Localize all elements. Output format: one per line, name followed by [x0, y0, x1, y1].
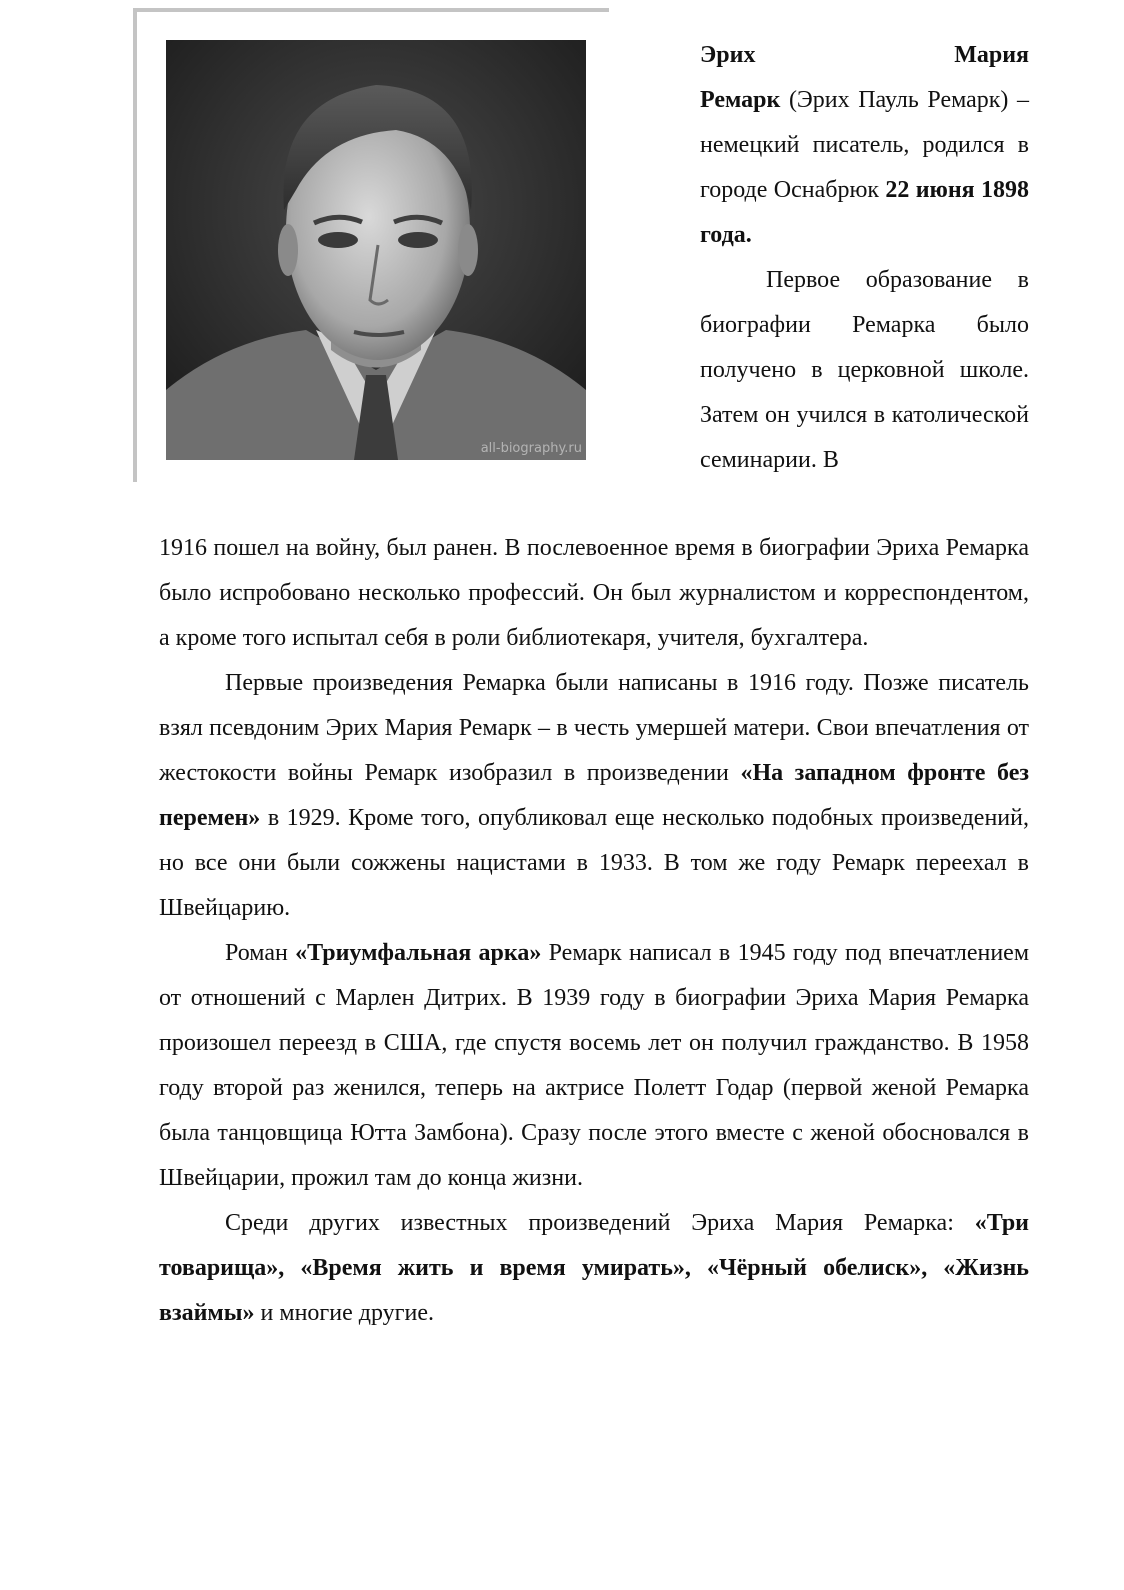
other-book-titles: «Три товарища», «Время жить и время умирать», «Чёрный обелиск», «Жизнь взаймы» [159, 1210, 1029, 1326]
name-first-part: Эрих Мария [700, 42, 1029, 68]
book-title-arch: «Триумфальная арка» [295, 940, 542, 966]
other-text-1: Среди других известных произведений Эриха Мария Ремарка: [225, 1210, 975, 1236]
photo-watermark: all-biography.ru [480, 441, 582, 456]
other-works-paragraph [159, 1201, 1029, 1336]
arch-paragraph [159, 931, 1029, 1201]
portrait-photo [166, 40, 586, 460]
main-text [159, 526, 1029, 1336]
other-text-2: и многие другие. [254, 1300, 434, 1326]
book-title-western-front: «На западном фронте без перемен» [159, 760, 1029, 831]
birth-date: 22 июня 1898 года. [700, 177, 1029, 248]
photo-frame-left [133, 8, 137, 482]
photo-frame-top [133, 8, 609, 12]
portrait-illustration [166, 40, 586, 460]
education-paragraph-cont: 1916 пошел на войну, был ранен. В послевоенное время в биографии Эриха Ремарка было испробовано несколько профессий. Он был журналистом и корреспондентом, а кроме того испытал себя в роли библиотекаря, учителя, бухгалтера. [159, 535, 1029, 651]
intro-column [700, 33, 1029, 483]
intro-text: (Эрих Пауль Ремарк) – немецкий писатель, родился в городе Оснабрюк [700, 87, 1029, 203]
works-text-1: Первые произведения Ремарка были написаны в 1916 году. Позже писатель взял псевдоним Эрих Мария Ремарк – в честь умершей матери. Свои впечатления от жестокости войны Ремарк изобразил в произведении [159, 670, 1029, 786]
education-paragraph-start: Первое образование в биографии Ремарка было получено в церковной школе. Затем он учился в католической семинарии. В [700, 267, 1029, 473]
surname: Ремарк [700, 87, 781, 113]
intro-paragraph [700, 78, 1029, 258]
works-text-2: в 1929. Кроме того, опубликовал еще несколько подобных произведений, но все они были сожжены нацистами в 1933. В том же году Ремарк переехал в Швейцарию. [159, 805, 1029, 921]
arch-text-1: Роман [225, 940, 296, 966]
arch-text-2: Ремарк написал в 1945 году под впечатлением от отношений с Марлен Дитрих. В 1939 году в биографии Эриха Мария Ремарка произошел переезд в США, где спустя восемь лет он получил гражданство. В 1958 году второй раз женился, теперь на актрисе Полетт Годар (первой женой Ремарка была танцовщица Ютта Замбона). Сразу после этого вместе с женой обосновался в Швейцарии, прожил там до конца жизни. [159, 940, 1030, 1191]
works-paragraph [159, 661, 1029, 931]
name-heading [700, 33, 1029, 78]
